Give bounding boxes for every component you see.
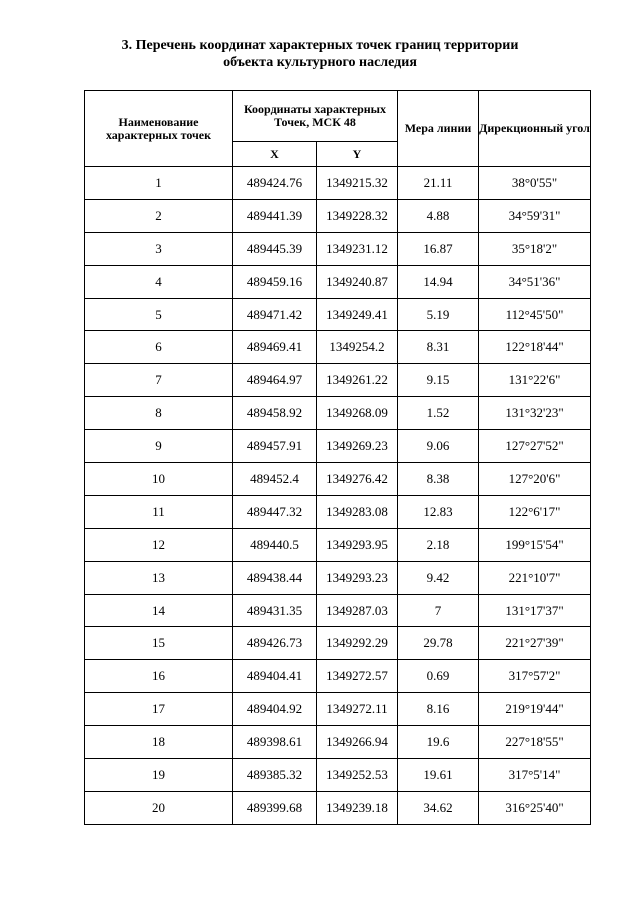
y-coordinate-cell: 1349239.18 xyxy=(317,791,398,824)
point-number-cell: 16 xyxy=(85,660,233,693)
line-measure-cell: 2.18 xyxy=(398,528,479,561)
direction-angle-cell: 112°45'50" xyxy=(479,298,591,331)
direction-angle-cell: 131°32'23" xyxy=(479,397,591,430)
y-coordinate-cell: 1349252.53 xyxy=(317,759,398,792)
point-number-cell: 11 xyxy=(85,495,233,528)
y-coordinate-cell: 1349293.95 xyxy=(317,528,398,561)
point-number-cell: 20 xyxy=(85,791,233,824)
y-coordinate-cell: 1349228.32 xyxy=(317,199,398,232)
table-row xyxy=(85,791,591,824)
line-measure-cell: 8.16 xyxy=(398,693,479,726)
x-coordinate-cell: 489440.5 xyxy=(233,528,317,561)
table-row xyxy=(85,693,591,726)
y-coordinate-cell: 1349240.87 xyxy=(317,265,398,298)
table-row xyxy=(85,463,591,496)
y-coordinate-cell: 1349231.12 xyxy=(317,232,398,265)
x-coordinate-cell: 489458.92 xyxy=(233,397,317,430)
x-coordinate-cell: 489464.97 xyxy=(233,364,317,397)
x-coordinate-cell: 489424.76 xyxy=(233,167,317,200)
title-line-1: 3. Перечень координат характерных точек границ территории xyxy=(121,38,519,53)
line-measure-cell: 21.11 xyxy=(398,167,479,200)
point-number-cell: 17 xyxy=(85,693,233,726)
x-coordinate-cell: 489471.42 xyxy=(233,298,317,331)
title-line-2: объекта культурного наследия xyxy=(223,55,417,70)
line-measure-cell: 1.52 xyxy=(398,397,479,430)
line-measure-cell: 14.94 xyxy=(398,265,479,298)
table-row xyxy=(85,167,591,200)
table-row xyxy=(85,364,591,397)
line-measure-cell: 8.31 xyxy=(398,331,479,364)
header-direction-angle: Дирекционный угол xyxy=(479,91,591,167)
line-measure-cell: 9.06 xyxy=(398,430,479,463)
direction-angle-cell: 35°18'2" xyxy=(479,232,591,265)
line-measure-cell: 34.62 xyxy=(398,791,479,824)
direction-angle-cell: 34°59'31" xyxy=(479,199,591,232)
point-number-cell: 6 xyxy=(85,331,233,364)
x-coordinate-cell: 489398.61 xyxy=(233,726,317,759)
coordinates-table xyxy=(84,90,591,825)
table-row xyxy=(85,660,591,693)
x-coordinate-cell: 489404.41 xyxy=(233,660,317,693)
table-row xyxy=(85,232,591,265)
direction-angle-cell: 38°0'55" xyxy=(479,167,591,200)
point-number-cell: 7 xyxy=(85,364,233,397)
x-coordinate-cell: 489399.68 xyxy=(233,791,317,824)
point-number-cell: 2 xyxy=(85,199,233,232)
y-coordinate-cell: 1349272.57 xyxy=(317,660,398,693)
y-coordinate-cell: 1349293.23 xyxy=(317,561,398,594)
direction-angle-cell: 219°19'44" xyxy=(479,693,591,726)
point-number-cell: 4 xyxy=(85,265,233,298)
header-x: X xyxy=(233,142,317,167)
line-measure-cell: 8.38 xyxy=(398,463,479,496)
table-row xyxy=(85,199,591,232)
point-number-cell: 13 xyxy=(85,561,233,594)
table-row xyxy=(85,528,591,561)
y-coordinate-cell: 1349261.22 xyxy=(317,364,398,397)
table-body xyxy=(85,167,591,825)
header-point-name: Наименование характерных точек xyxy=(85,91,233,167)
line-measure-cell: 0.69 xyxy=(398,660,479,693)
x-coordinate-cell: 489426.73 xyxy=(233,627,317,660)
direction-angle-cell: 317°5'14" xyxy=(479,759,591,792)
table-row xyxy=(85,759,591,792)
line-measure-cell: 16.87 xyxy=(398,232,479,265)
point-number-cell: 1 xyxy=(85,167,233,200)
point-number-cell: 19 xyxy=(85,759,233,792)
table-row xyxy=(85,331,591,364)
x-coordinate-cell: 489445.39 xyxy=(233,232,317,265)
line-measure-cell: 4.88 xyxy=(398,199,479,232)
y-coordinate-cell: 1349287.03 xyxy=(317,594,398,627)
table-row xyxy=(85,495,591,528)
table-row xyxy=(85,726,591,759)
header-y: Y xyxy=(317,142,398,167)
line-measure-cell: 29.78 xyxy=(398,627,479,660)
x-coordinate-cell: 489459.16 xyxy=(233,265,317,298)
line-measure-cell: 9.15 xyxy=(398,364,479,397)
y-coordinate-cell: 1349276.42 xyxy=(317,463,398,496)
line-measure-cell: 9.42 xyxy=(398,561,479,594)
y-coordinate-cell: 1349268.09 xyxy=(317,397,398,430)
table-row xyxy=(85,430,591,463)
y-coordinate-cell: 1349283.08 xyxy=(317,495,398,528)
direction-angle-cell: 221°10'7" xyxy=(479,561,591,594)
x-coordinate-cell: 489469.41 xyxy=(233,331,317,364)
x-coordinate-cell: 489404.92 xyxy=(233,693,317,726)
point-number-cell: 14 xyxy=(85,594,233,627)
y-coordinate-cell: 1349269.23 xyxy=(317,430,398,463)
direction-angle-cell: 131°17'37" xyxy=(479,594,591,627)
direction-angle-cell: 122°6'17" xyxy=(479,495,591,528)
direction-angle-cell: 127°27'52" xyxy=(479,430,591,463)
line-measure-cell: 19.61 xyxy=(398,759,479,792)
direction-angle-cell: 221°27'39" xyxy=(479,627,591,660)
y-coordinate-cell: 1349249.41 xyxy=(317,298,398,331)
direction-angle-cell: 34°51'36" xyxy=(479,265,591,298)
header-coordinates: Координаты характерных Точек, МСК 48 xyxy=(233,91,398,142)
direction-angle-cell: 131°22'6" xyxy=(479,364,591,397)
table-row xyxy=(85,627,591,660)
direction-angle-cell: 317°57'2" xyxy=(479,660,591,693)
header-line-measure: Мера линии xyxy=(398,91,479,167)
point-number-cell: 5 xyxy=(85,298,233,331)
line-measure-cell: 19.6 xyxy=(398,726,479,759)
x-coordinate-cell: 489441.39 xyxy=(233,199,317,232)
point-number-cell: 8 xyxy=(85,397,233,430)
x-coordinate-cell: 489452.4 xyxy=(233,463,317,496)
direction-angle-cell: 316°25'40" xyxy=(479,791,591,824)
x-coordinate-cell: 489447.32 xyxy=(233,495,317,528)
direction-angle-cell: 227°18'55" xyxy=(479,726,591,759)
point-number-cell: 15 xyxy=(85,627,233,660)
direction-angle-cell: 199°15'54" xyxy=(479,528,591,561)
document-title xyxy=(0,37,640,71)
point-number-cell: 10 xyxy=(85,463,233,496)
point-number-cell: 3 xyxy=(85,232,233,265)
x-coordinate-cell: 489385.32 xyxy=(233,759,317,792)
y-coordinate-cell: 1349215.32 xyxy=(317,167,398,200)
table-row xyxy=(85,265,591,298)
x-coordinate-cell: 489431.35 xyxy=(233,594,317,627)
point-number-cell: 9 xyxy=(85,430,233,463)
y-coordinate-cell: 1349266.94 xyxy=(317,726,398,759)
table-row xyxy=(85,561,591,594)
y-coordinate-cell: 1349254.2 xyxy=(317,331,398,364)
y-coordinate-cell: 1349272.11 xyxy=(317,693,398,726)
table-row xyxy=(85,298,591,331)
y-coordinate-cell: 1349292.29 xyxy=(317,627,398,660)
line-measure-cell: 12.83 xyxy=(398,495,479,528)
direction-angle-cell: 127°20'6" xyxy=(479,463,591,496)
x-coordinate-cell: 489438.44 xyxy=(233,561,317,594)
table-row xyxy=(85,594,591,627)
line-measure-cell: 7 xyxy=(398,594,479,627)
direction-angle-cell: 122°18'44" xyxy=(479,331,591,364)
x-coordinate-cell: 489457.91 xyxy=(233,430,317,463)
table-row xyxy=(85,397,591,430)
point-number-cell: 12 xyxy=(85,528,233,561)
line-measure-cell: 5.19 xyxy=(398,298,479,331)
point-number-cell: 18 xyxy=(85,726,233,759)
